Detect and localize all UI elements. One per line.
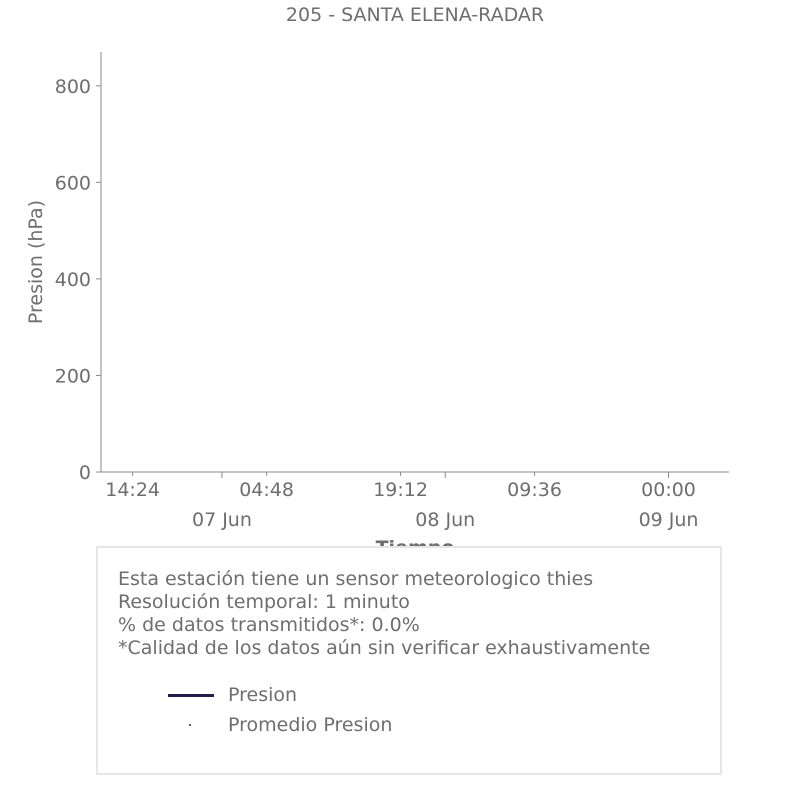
dot-swatch-icon: [168, 715, 214, 735]
info-line-resolution: Resolución temporal: 1 minuto: [118, 591, 410, 613]
line-swatch-icon: [168, 685, 214, 705]
x-minor-tick-label: 09:36: [507, 479, 562, 501]
x-major-tick-label: 09 Jun: [638, 509, 699, 531]
info-line-sensor: Esta estación tiene un sensor meteorologico thies: [118, 568, 594, 590]
x-minor-tick-label: 04:48: [239, 479, 294, 501]
y-tick-label: 400: [54, 268, 91, 291]
x-ticks: [105, 472, 698, 531]
y-tick-label: 800: [54, 75, 91, 98]
x-minor-tick-label: 14:24: [105, 479, 161, 501]
y-tick-label: 0: [78, 462, 91, 484]
x-minor-tick-label: 00:00: [641, 479, 696, 501]
info-text: [118, 568, 650, 660]
y-ticks: [55, 76, 101, 484]
x-minor-tick-label: 19:12: [373, 479, 428, 501]
info-line-transmitted: % de datos transmitidos*: 0.0%: [118, 614, 420, 636]
legend-item-presion: [168, 680, 392, 710]
info-line-quality-note: *Calidad de los datos aún sin verificar exhaustivamente: [118, 637, 651, 659]
info-box: [96, 546, 722, 775]
x-major-tick-label: 07 Jun: [191, 509, 252, 531]
y-tick-label: 600: [54, 172, 91, 195]
legend-label-promedio-presion: Promedio Presion: [228, 714, 393, 736]
y-tick-label: 200: [54, 365, 91, 388]
legend: [168, 680, 392, 740]
y-axis-label: Presion (hPa): [25, 199, 47, 325]
x-major-tick-label: 08 Jun: [415, 509, 476, 531]
legend-item-promedio-presion: [168, 710, 392, 740]
chart-title: 205 - SANTA ELENA-RADAR: [285, 4, 545, 26]
legend-label-presion: Presion: [228, 684, 298, 706]
